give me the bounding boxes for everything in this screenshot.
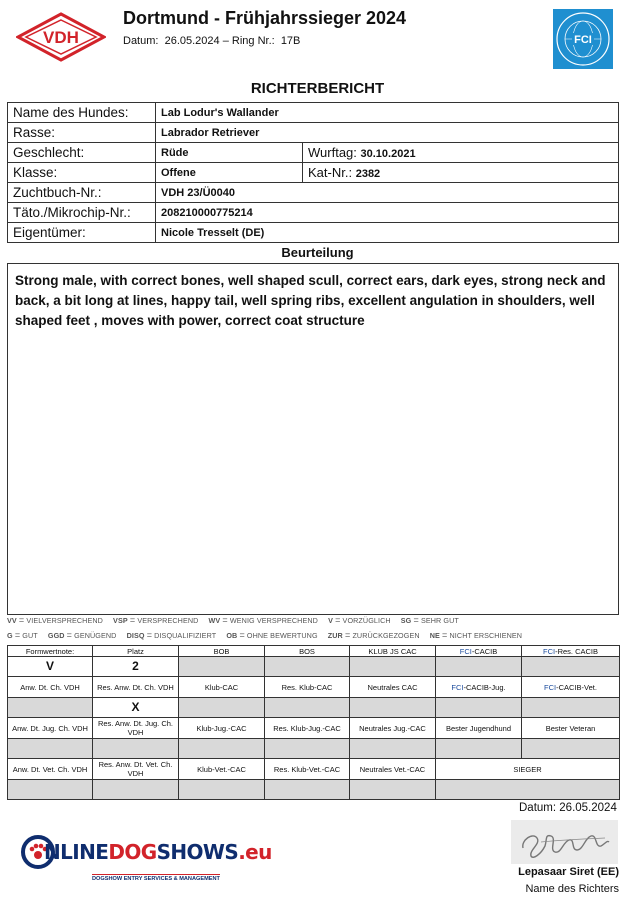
footer-date-label: Datum: [519,802,557,814]
ring-value: 17B [280,35,301,47]
grid-selection-row-1 [8,657,620,677]
judge-label: Name des Richters [525,883,619,895]
class-value: Offene [156,163,303,183]
subtitle-separator: – [219,35,232,47]
row-breed [8,123,619,143]
formwert-value: V [8,657,93,677]
grid-selection-row-2 [8,698,620,718]
grid-cell-empty [436,780,620,800]
legend-abbr: DISQ [126,631,145,640]
cacib-text: -CACIB [471,646,498,656]
header-klub-js-cac: KLUB JS CAC [350,646,436,657]
dog-info-table [7,102,619,243]
studbook-label: Zuchtbuch-Nr.: [8,183,156,203]
grid-cell-empty [93,739,179,759]
header-cacib [436,646,522,657]
grid-cell-empty [350,739,436,759]
breed-label: Rasse: [8,123,156,143]
document-title: RICHTERBERICHT [250,80,385,97]
title-anw-dt-vet-ch: Anw. Dt. Vet. Ch. VDH [8,759,93,780]
legend-text: SEHR GUT [420,616,459,625]
show-subtitle [123,35,300,47]
header-bos: BOS [265,646,350,657]
sex-label: Geschlecht: [8,143,156,163]
row-chip [8,203,619,223]
legend-text: NICHT ERSCHIENEN [449,631,523,640]
row-sex [8,143,619,163]
onlinedogshows-brand [44,840,272,864]
catalog-label: Kat-Nr.: [308,165,353,180]
grid-cell-empty [522,657,620,677]
grid-cell-empty [179,698,265,718]
grid-cell-empty [265,739,350,759]
legend-abbr: NE [429,631,440,640]
vdh-logo-text: VDH [43,28,79,47]
title-neutrales-vet-cac: Neutrales Vet.-CAC [350,759,436,780]
breed-value: Labrador Retriever [156,123,619,143]
legend-text: DISQUALIFIZIERT [154,631,217,640]
title-klub-jug-cac: Klub-Jug.-CAC [179,718,265,739]
legend-row-2: G = GUT GGD = GENÜGEND DISQ = DISQUALIFIZIERT OB = OHNE BEWERTUNG ZUR = ZURÜCKGEZOGEN NE = NICHT ERSCHIENEN [7,630,523,640]
assessment-text: Strong male, with correct bones, well shaped scull, correct ears, dark eyes, strong neck and back, a bit long at lines, happy tail, well spring ribs, excellent angulation in shoulders, well shaped feet , moves with power, correct coat structure [7,263,619,615]
legend-row-1: VV = VIELVERSPRECHEND VSP = VERSPRECHEND WV = WENIG VERSPRECHEND V = VORZÜGLICH SG = SEHR GUT [7,615,459,625]
cacib-vet-text: -CACIB-Vet. [556,682,597,692]
legend-text: OHNE BEWERTUNG [246,631,318,640]
row-name [8,103,619,123]
grid-cell-empty [179,657,265,677]
results-grid [7,645,620,800]
studbook-value: VDH 23/Ü0040 [156,183,619,203]
header-platz: Platz [93,646,179,657]
legend-abbr: SG [400,616,412,625]
title-anw-dt-ch: Anw. Dt. Ch. VDH [8,677,93,698]
legend-abbr: ZUR [327,631,343,640]
title-klub-vet-cac: Klub-Vet.-CAC [179,759,265,780]
brand-part: SHOWS [156,840,239,864]
dog-name: Lab Lodur's Wallander [156,103,619,123]
fci-logo [553,9,613,69]
footer-date [519,802,617,814]
class-label: Klasse: [8,163,156,183]
title-neutrales-jug-cac: Neutrales Jug.-CAC [350,718,436,739]
legend-text: VERSPRECHEND [137,616,199,625]
legend-abbr: VV [7,616,17,625]
title-res-anw-dt-vet-ch: Res. Anw. Dt. Vet. Ch. VDH [93,759,179,780]
grid-header-row [8,646,620,657]
ring-label: Ring Nr.: [231,35,275,47]
title-res-klub-cac: Res. Klub-CAC [265,677,350,698]
grid-selection-row-3 [8,739,620,759]
brand-part-dog: DOG [108,840,157,864]
fci-tag: FCI [459,646,472,656]
header-bob: BOB [179,646,265,657]
chip-value: 208210000775214 [156,203,619,223]
fci-tag: FCI [451,682,464,692]
chip-label: Täto./Mikrochip-Nr.: [8,203,156,223]
legend-text: VORZÜGLICH [342,616,391,625]
name-label: Name des Hundes: [8,103,156,123]
title-sieger: SIEGER [436,759,620,780]
assessment-heading: Beurteilung [281,245,354,260]
grid-title-row-2 [8,677,620,698]
row-owner [8,223,619,243]
title-res-anw-dt-jug-ch: Res. Anw. Dt. Jug. Ch. VDH [93,718,179,739]
grid-cell-empty [8,698,93,718]
grid-cell-empty [350,698,436,718]
grid-title-row-4 [8,718,620,739]
grid-cell-empty [265,698,350,718]
title-klub-cac: Klub-CAC [179,677,265,698]
row-studbook [8,183,619,203]
legend-text: GENÜGEND [74,631,117,640]
grid-cell-empty [265,780,350,800]
datum-value: 26.05.2024 [164,35,220,47]
header-res-cacib [522,646,620,657]
judge-signature-image [511,820,618,864]
res-cacib-text: -Res. CACIB [555,646,599,656]
grid-cell-empty [522,698,620,718]
grid-cell-empty [436,657,522,677]
grid-cell-empty [350,657,436,677]
whelped-cell [303,143,619,163]
title-anw-dt-jug-ch: Anw. Dt. Jug. Ch. VDH [8,718,93,739]
vdh-logo [16,12,106,62]
title-cacib-vet [522,677,620,698]
sex-value: Rüde [156,143,303,163]
cacib-jug-text: -CACIB-Jug. [463,682,506,692]
title-res-klub-jug-cac: Res. Klub-Jug.-CAC [265,718,350,739]
brand-part: NLINE [44,840,109,864]
grid-cell-empty [179,780,265,800]
legend-abbr: VSP [113,616,128,625]
catalog-value: 2382 [355,168,381,180]
legend-abbr: G [7,631,13,640]
row-class [8,163,619,183]
grid-cell-empty [93,780,179,800]
grid-cell-empty [436,739,522,759]
legend-text: GUT [22,631,38,640]
title-cacib-jug [436,677,522,698]
legend-abbr: GGD [47,631,65,640]
title-res-klub-vet-cac: Res. Klub-Vet.-CAC [265,759,350,780]
onlinedogshows-tagline: DOGSHOW ENTRY SERVICES & MANAGEMENT [92,876,220,882]
fci-logo-text: FCI [574,34,592,46]
whelped-label: Wurftag: [308,145,357,160]
fci-tag: FCI [542,646,556,656]
grid-cell-empty [265,657,350,677]
fci-tag: FCI [544,682,557,692]
grid-selection-row-4 [8,780,620,800]
footer-date-value: 26.05.2024 [559,802,617,814]
legend-text: WENIG VERSPRECHEND [229,616,318,625]
legend-abbr: WV [208,616,221,625]
grid-title-row-6 [8,759,620,780]
legend-text: VIELVERSPRECHEND [26,616,103,625]
catalog-cell [303,163,619,183]
title-neutrales-cac: Neutrales CAC [350,677,436,698]
show-title: Dortmund - Frühjahrssieger 2024 [123,8,407,28]
grid-cell-empty [8,739,93,759]
brand-part-tld: .eu [238,840,272,864]
owner-value: Nicole Tresselt (DE) [156,223,619,243]
title-res-anw-dt-ch: Res. Anw. Dt. Ch. VDH [93,677,179,698]
legend-abbr: OB [226,631,238,640]
judge-name: Lepasaar Siret (EE) [518,866,619,878]
header-formwert: Formwertnote: [8,646,93,657]
title-bester-veteran: Bester Veteran [522,718,620,739]
grid-cell-empty [522,739,620,759]
legend-text: ZURÜCKGEZOGEN [352,631,420,640]
datum-label: Datum: [123,35,159,47]
title-bester-jugendhund: Bester Jugendhund [436,718,522,739]
legend-abbr: V [328,616,333,625]
platz-value: 2 [93,657,179,677]
res-anw-dt-ch-mark: X [93,698,179,718]
grid-cell-empty [179,739,265,759]
whelped-value: 30.10.2021 [360,148,416,160]
grid-cell-empty [350,780,436,800]
grid-cell-empty [436,698,522,718]
grid-cell-empty [8,780,93,800]
owner-label: Eigentümer: [8,223,156,243]
